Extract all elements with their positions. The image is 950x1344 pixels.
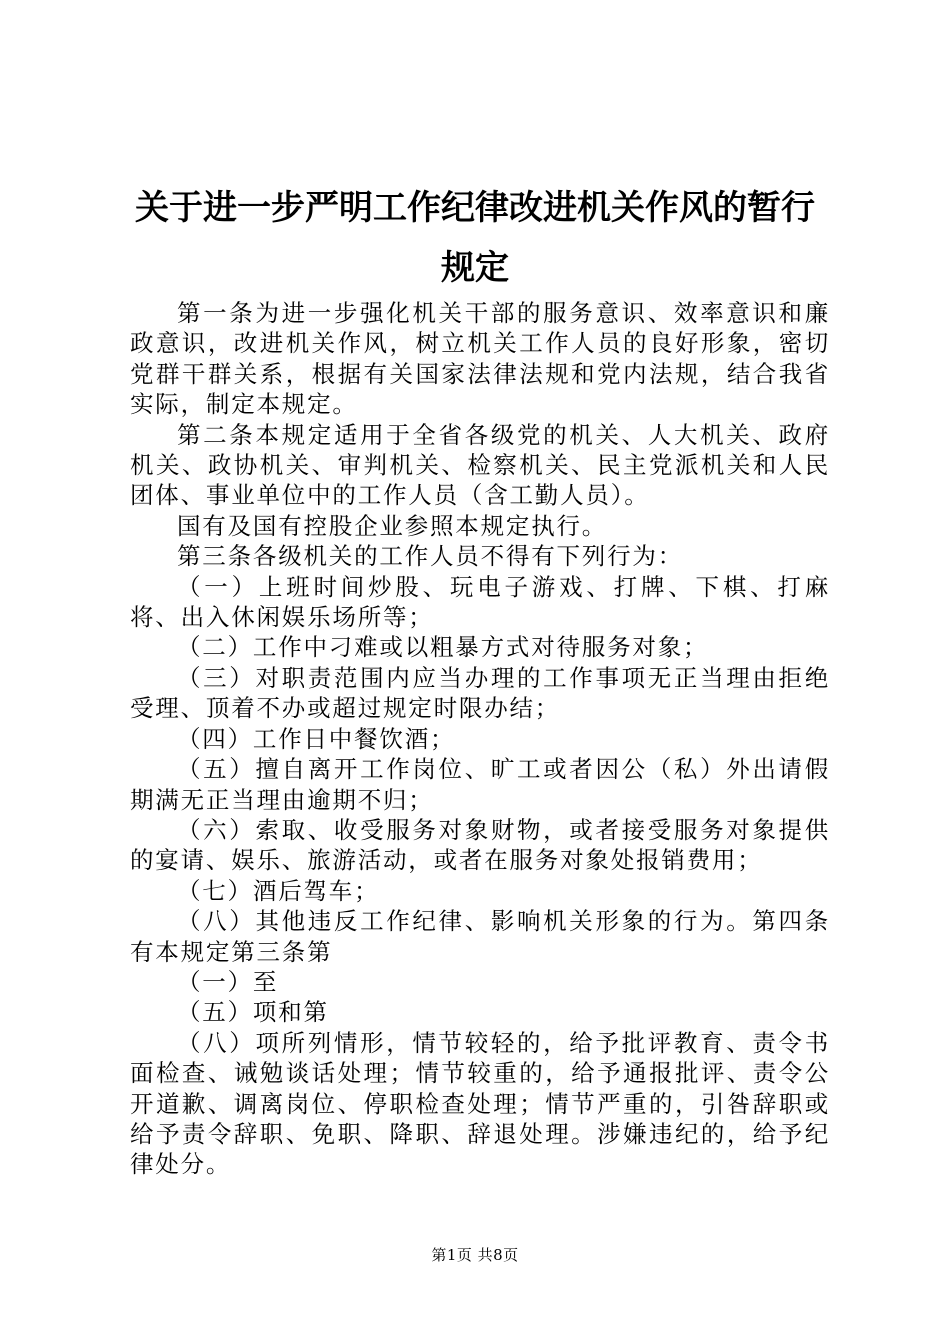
paragraph: （八）项所列情形，情节较轻的，给予批评教育、责令书面检查、诫勉谈话处理；情节较重的，给予通报批评、责令公开道歉、调离岗位、停职检查处理；情节严重的，引咎辞职或给予责令辞职、免职、降职、辞退处理。涉嫌违纪的，给予纪律处分。: [130, 1028, 830, 1179]
paragraph: （三）对职责范围内应当办理的工作事项无正当理由拒绝受理、顶着不办或超过规定时限办结；: [130, 663, 830, 723]
paragraph: （五）擅自离开工作岗位、旷工或者因公（私）外出请假期满无正当理由逾期不归；: [130, 755, 830, 814]
paragraph: （五）项和第: [177, 998, 329, 1027]
paragraph: 第二条本规定适用于全省各级党的机关、人大机关、政府机关、政协机关、审判机关、检察机关、民主党派机关和人民团体、事业单位中的工作人员（含工勤人员）。: [130, 420, 830, 510]
paragraph: （七）酒后驾车；: [177, 876, 380, 905]
paragraph: 第三条各级机关的工作人员不得有下列行为：: [177, 542, 683, 571]
paragraph: （八）其他违反工作纪律、影响机关形象的行为。第四条有本规定第三条第: [130, 907, 830, 966]
paragraph: （二）工作中刁难或以粗暴方式对待服务对象；: [177, 633, 709, 662]
document-title-line-2: 规定: [441, 248, 509, 288]
paragraph: 第一条为进一步强化机关干部的服务意识、效率意识和廉政意识，改进机关作风，树立机关工作人员的良好形象，密切党群干群关系，根据有关国家法律法规和党内法规，结合我省实际，制定本规定。: [130, 299, 830, 419]
document-title-line-1: 关于进一步严明工作纪律改进机关作风的暂行: [135, 188, 815, 228]
paragraph: （一）至: [177, 967, 279, 996]
paragraph: 国有及国有控股企业参照本规定执行。: [177, 511, 608, 540]
document-body: [130, 298, 830, 1180]
paragraph: （四）工作日中餐饮酒；: [177, 724, 456, 753]
paragraph: （六）索取、收受服务对象财物，或者接受服务对象提供的宴请、娱乐、旅游活动，或者在服务对象处报销费用；: [130, 815, 830, 875]
page-number: 第1页 共8页: [431, 1246, 519, 1264]
paragraph: （一）上班时间炒股、玩电子游戏、打牌、下棋、打麻将、出入休闲娱乐场所等；: [130, 572, 830, 632]
